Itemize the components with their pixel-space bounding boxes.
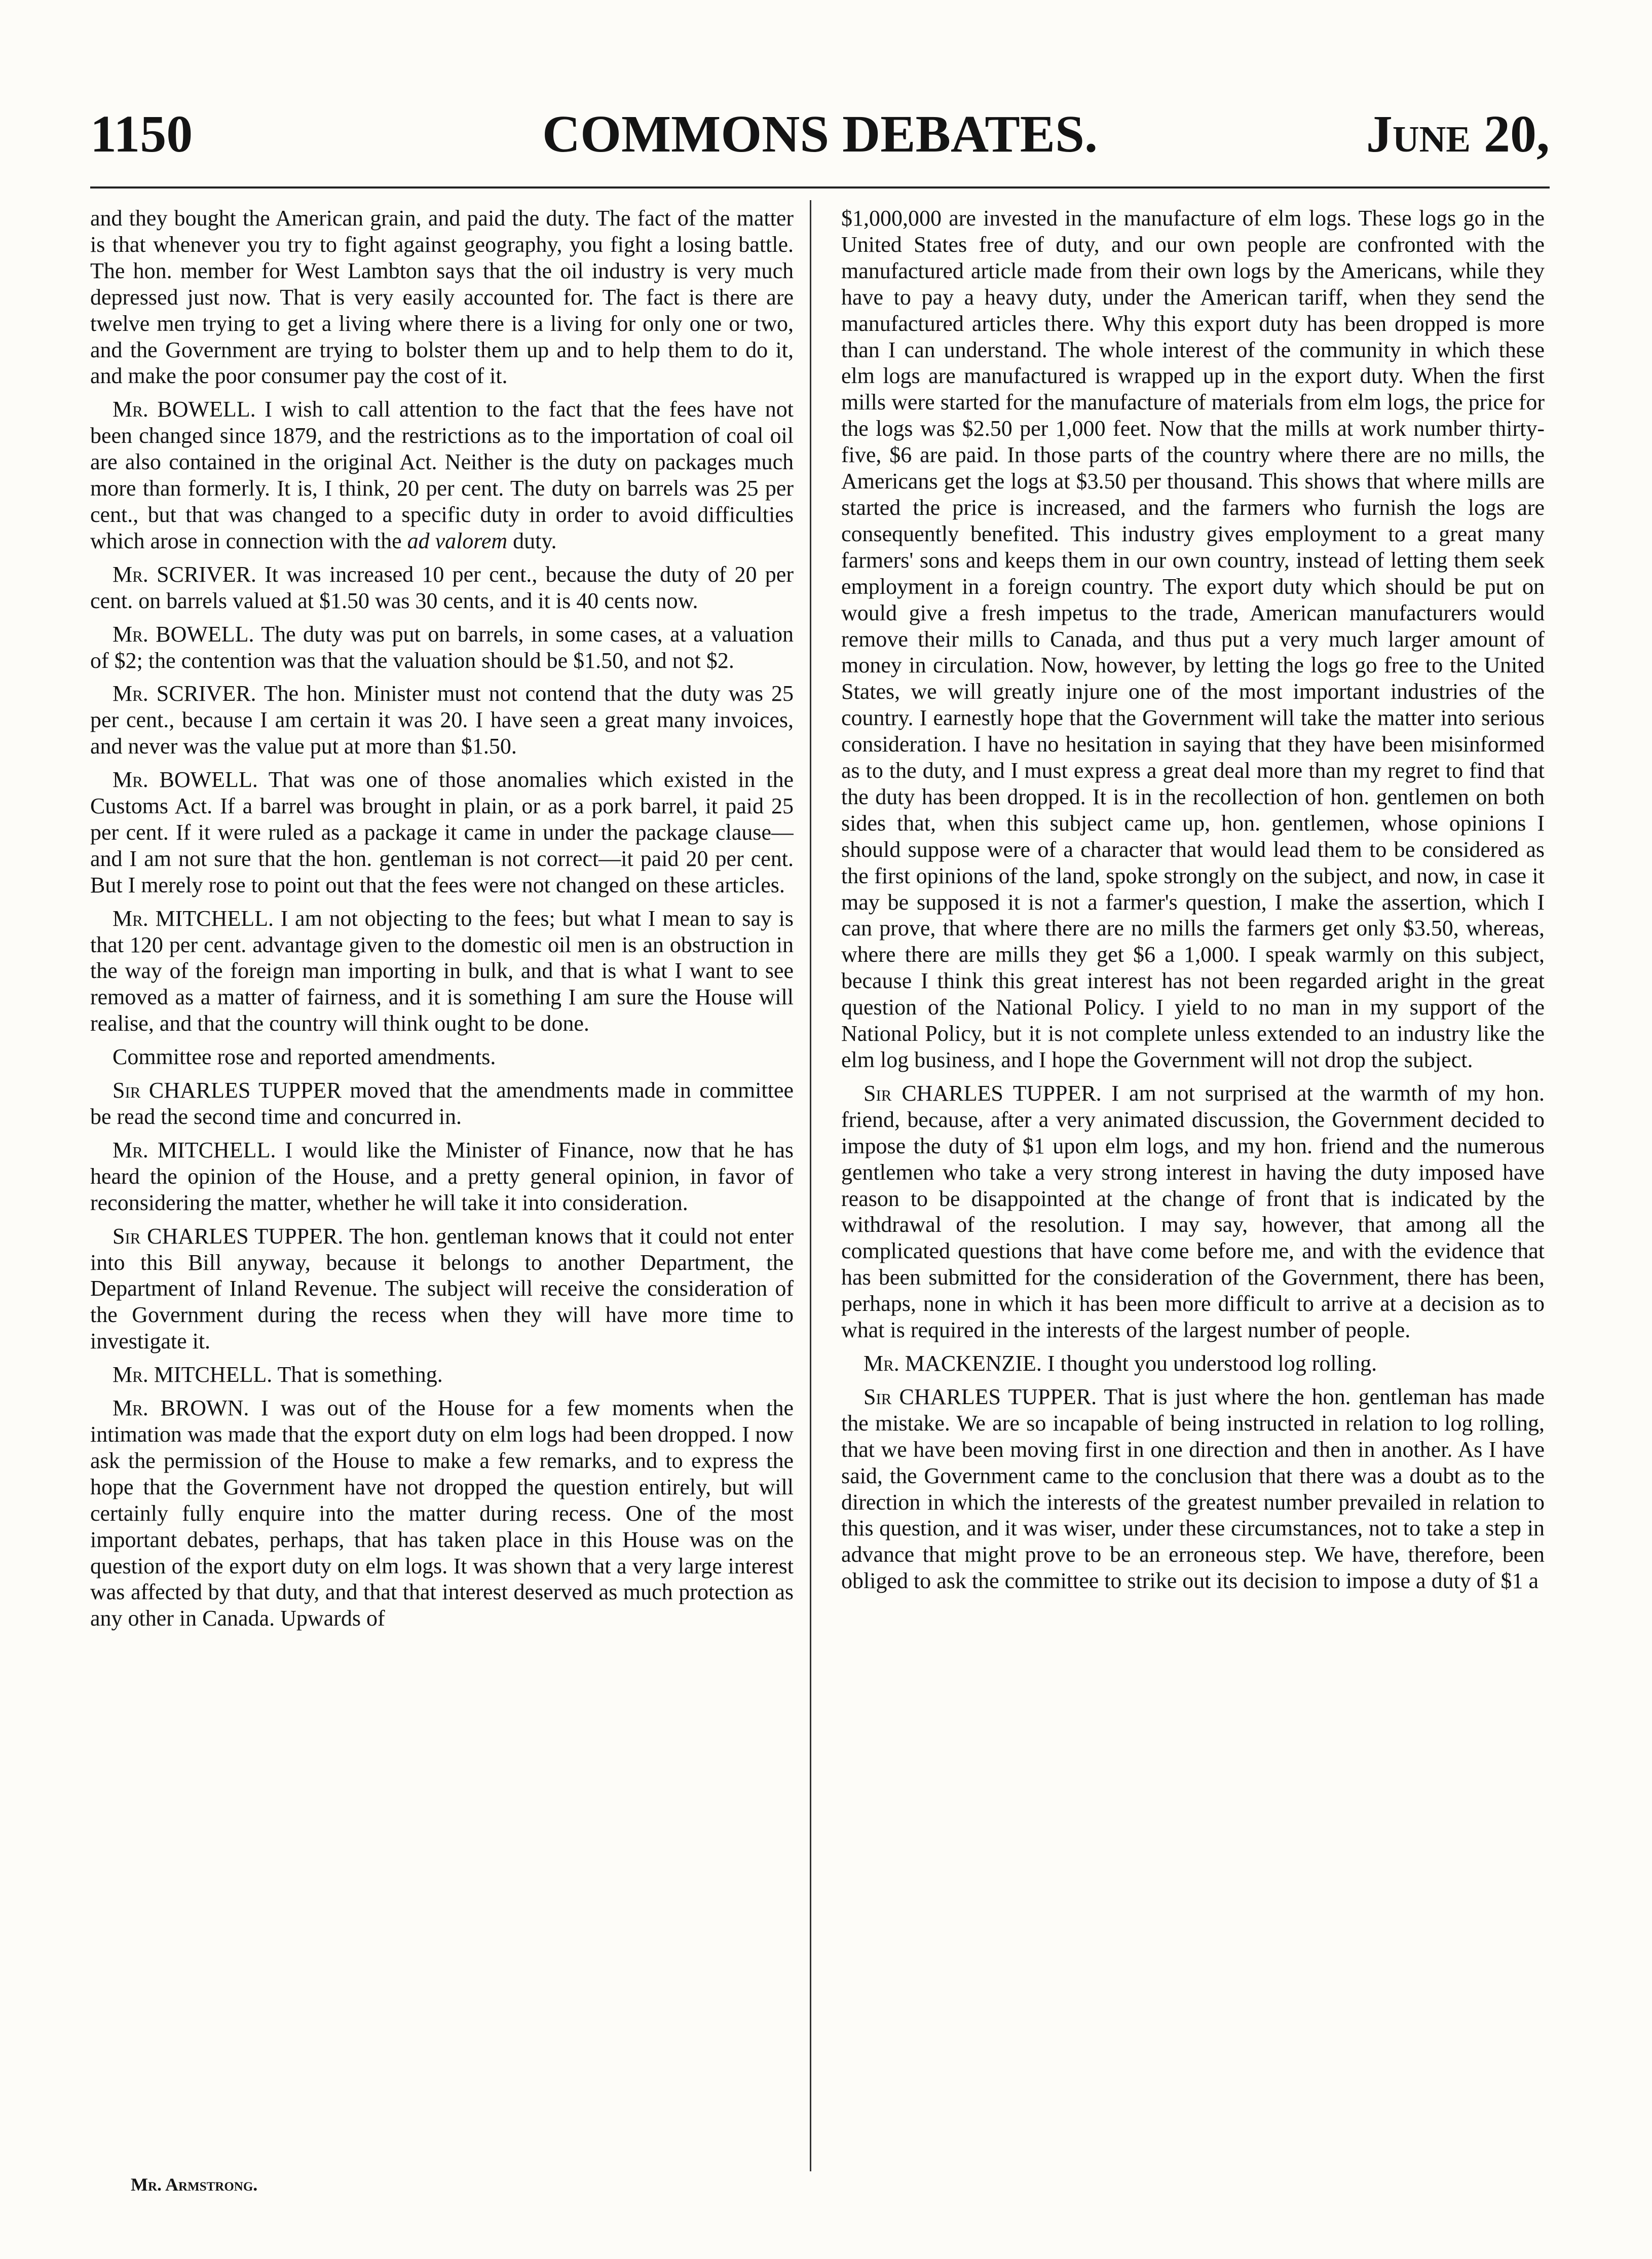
paragraph — [90, 767, 794, 898]
speech-text: I am not objecting to the fees; but what I mean to say is that 120 per cent. advantage given to the domestic oil men is an obstruction in the way of the foreign man importing in bulk, and that is what I want to see removed as a matter of fairness, and it is something I am sure the House will realise, and that the country will think ought to be done. — [90, 906, 794, 1036]
speaker-name: Sir CHARLES TUPPER — [112, 1078, 342, 1103]
paragraph — [90, 1395, 794, 1632]
speaker-name: Mr. BOWELL. — [112, 621, 254, 647]
page-date: June 20, — [1366, 105, 1550, 163]
speech-text: I am not surprised at the warmth of my hon. friend, because, after a very animated discussion, the Government decided to impose the duty of $1 upon elm logs, and my hon. friend and the numerous gentlemen who take a very strong interest in having the duty imposed have reason to be disappointed at the change of front that is indicated by the withdrawal of the resolution. I may say, however, that among all the complicated questions that have come before me, and with the evidence that has been submitted for the consideration of the Government, there has been, perhaps, none in which it has been more difficult to arrive at a decision as to what is required in the interests of the largest number of people. — [841, 1080, 1545, 1343]
speaker-name: Mr. MACKENZIE. — [863, 1350, 1042, 1376]
speech-text: I wish to call attention to the fact that the fees have not been changed since 1879, and the restrictions as to the importation of coal oil are also contained in the original Act. Neither is the duty on packages much more than formerly. It is, I think, 20 per cent. The duty on barrels was 25 per cent., but that was changed to a specific duty in order to avoid difficulties which arose in connection with the — [90, 397, 794, 553]
speech-text: That is just where the hon. gentleman has made the mistake. We are so incapable of being instructed in relation to log rolling, that we have been moving first in one direction and then in another. As I have said, the Government came to the conclusion that there was a doubt as to the direction in which the interests of the greatest number prevailed in relation to this question, and it was wiser, under these circumstances, not to take a step in advance that might prove to be an erroneous step. We have, therefore, been obliged to ask the committee to strike out its decision to impose a duty of $1 a — [841, 1384, 1545, 1594]
speech-text: duty. — [513, 528, 557, 553]
paragraph — [90, 561, 794, 614]
paragraph — [90, 681, 794, 760]
speaker-name: Mr. MITCHELL. — [112, 906, 274, 931]
paragraph — [90, 1362, 794, 1388]
column-divider — [810, 200, 811, 2171]
speaker-name: Mr. MITCHELL. — [112, 1137, 276, 1162]
paragraph — [90, 1137, 794, 1216]
speech-text: That is something. — [277, 1362, 443, 1387]
right-column — [841, 205, 1545, 2181]
speaker-name: Sir CHARLES TUPPER. — [863, 1384, 1097, 1409]
paragraph — [841, 1350, 1545, 1377]
speech-text: moved that the amendments made in committee be read the second time and concurred in. — [90, 1078, 794, 1129]
speaker-name: Mr. BOWELL. — [112, 767, 258, 793]
running-footer-name: Mr. Armstrong. — [131, 2174, 258, 2195]
speaker-name: Mr. SCRIVER. — [112, 561, 256, 587]
speech-text: The hon. Minister must not contend that the duty was 25 per cent., because I am certain it was 20. I have seen a great many invoices, and never was the value put at more than $1.50. — [90, 681, 794, 759]
speech-text: The duty was put on barrels, in some cases, at a valuation of $2; the contention was that the valuation should be $1.50, and not $2. — [90, 621, 794, 673]
speech-text: The hon. gentleman knows that it could not enter into this Bill anyway, because it belongs to another Department, the Department of Inland Revenue. The subject will receive the consideration of the Government during the recess when they will have more time to investigate it. — [90, 1223, 794, 1354]
speaker-name: Mr. SCRIVER. — [112, 681, 256, 706]
paragraph — [90, 621, 794, 674]
page-number: 1150 — [90, 105, 193, 163]
speaker-name: Sir CHARLES TUPPER. — [112, 1223, 344, 1249]
speech-text: I thought you understood log rolling. — [1047, 1350, 1377, 1376]
header-rule — [90, 186, 1550, 189]
paragraph: $1,000,000 are invested in the manufacture of elm logs. These logs go in the United States free of duty, and our own people are confronted with the manufactured article made from their own logs by the Americans, while they have to pay a heavy duty, under the American tariff, when they send the manufactured articles there. Why this export duty has been dropped is more than I can understand. The whole interest of the community in which these elm logs are manufactured is wrapped up in the export duty. When the first mills were started for the manufacture of materials from elm logs, the price for the logs was $2.50 per 1,000 feet. Now that the mills at work number thirty-five, $6 are paid. In those parts of the country where there are no mills, the Americans get the logs at $3.50 per thousand. This shows that where mills are started the price is increased, and the farmers who furnish the logs are consequently benefited. This industry gives employment to a great many farmers' sons and keeps them in our own country, instead of letting them seek employment in a foreign country. The export duty which should be put on would give a fresh impetus to the trade, American manufacturers would remove their mills to Canada, and thus put a very much larger amount of money in circulation. Now, however, by letting the logs go free to the United States, we will greatly injure one of the most important industries of the country. I earnestly hope that the Government will take the matter into serious consideration. I have no hesitation in saying that they have been misinformed as to the duty, and I must express a great deal more than my regret to find that the duty has been dropped. It is in the recollection of hon. gentlemen on both sides that, when this subject came up, hon. gentlemen, whose opinions I should suppose were of a character that would lead them to be considered as the first opinions of the land, spoke strongly on the subject, and now, in case it may be supposed it is not a farmer's question, I make the assertion, which I can prove, that where there are no mills the farmers get only $3.50, whereas, where there are mills they get $6 a 1,000. I speak warmly on this subject, because I think this great interest has not been regarded aright in the great question of the National Policy. I yield to no man in my support of the National Policy, but it is not complete unless extended to an industry like the elm log business, and I hope the Government will not drop the subject. — [841, 206, 1545, 1072]
speech-text: I would like the Minister of Finance, now that he has heard the opinion of the House, and a pretty general opinion, in favor of reconsidering the matter, whether he will take it into consideration. — [90, 1137, 794, 1215]
speech-text: I was out of the House for a few moments when the intimation was made that the export duty on elm logs had been dropped. I now ask the permission of the House to make a few remarks, and to express the hope that the Government have not dropped the question entirely, but will certainly fully enquire into the matter during recess. One of the most important debates, perhaps, that has taken place in this House was on the question of the export duty on elm logs. It was shown that a very large interest was affected by that duty, and that that interest deserved as much protection as any other in Canada. Upwards of — [90, 1396, 794, 1631]
speaker-name: Mr. BOWELL. — [112, 397, 256, 422]
page-header — [90, 96, 1550, 172]
paragraph — [841, 1080, 1545, 1343]
paragraph — [90, 906, 794, 1037]
speech-text: That was one of those anomalies which existed in the Customs Act. If a barrel was brought in plain, or as a pork barrel, it paid 25 per cent. If it were ruled as a package it came in under the package clause—and I am not sure that the hon. gentleman is not correct—it paid 20 per cent. But I merely rose to point out that the fees were not changed on these articles. — [90, 767, 794, 897]
paragraph — [841, 1384, 1545, 1594]
speaker-name: Mr. MITCHELL. — [112, 1362, 273, 1387]
paragraph: and they bought the American grain, and paid the duty. The fact of the matter is that whenever you try to fight against geography, you fight a losing battle. The hon. member for West Lambton says that the oil industry is very much depressed just now. That is very easily accounted for. The fact is there are twelve men trying to get a living where there is a living for only one or two, and the Government are trying to bolster them up and to help them to do it, and make the poor consumer pay the cost of it. — [90, 206, 794, 389]
paragraph: Committee rose and reported amendments. — [112, 1044, 496, 1070]
italic-phrase: ad valorem — [407, 528, 508, 553]
left-column — [90, 205, 794, 2181]
paragraph — [90, 396, 794, 554]
speaker-name: Mr. BROWN. — [112, 1396, 249, 1421]
page-title: COMMONS DEBATES. — [542, 105, 1098, 163]
paragraph — [90, 1223, 794, 1355]
speech-text: It was increased 10 per cent., because the duty of 20 per cent. on barrels valued at $1.50 was 30 cents, and it is 40 cents now. — [90, 561, 794, 613]
speaker-name: Sir CHARLES TUPPER. — [863, 1080, 1102, 1106]
paragraph — [90, 1077, 794, 1130]
